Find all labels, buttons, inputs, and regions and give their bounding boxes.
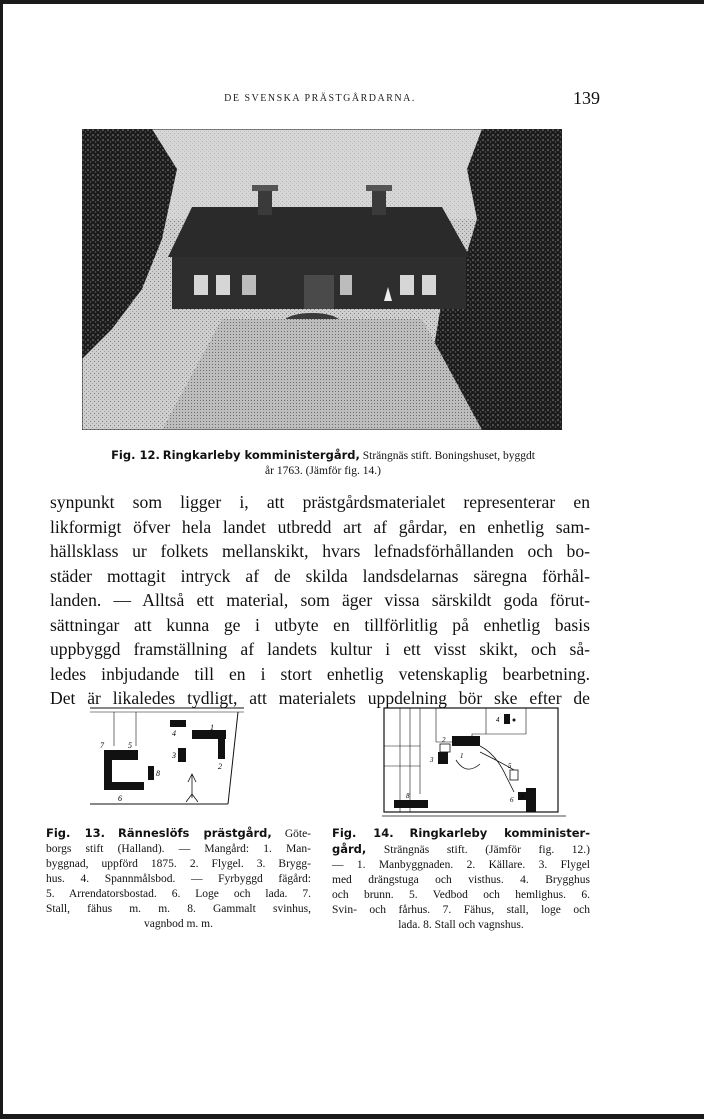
body-line: hällsklass ur folkets mellanskikt, hvars lefnadsförhållanden och bo-	[50, 541, 590, 561]
figure-13-title: Ränneslöfs prästgård,	[118, 826, 272, 840]
body-line: uppbyggd framställning af landets kultur i ett visst skikt, och så-	[50, 639, 590, 659]
figure-14-caption-line	[332, 826, 590, 842]
figure-14-caption	[332, 826, 590, 933]
figure-14-label: Fig. 14.	[332, 826, 394, 840]
plan14-label-5: 5	[508, 762, 512, 770]
plan14-label-4: 4	[496, 716, 500, 724]
plan13-farmyard-5-6-7	[104, 750, 144, 790]
figure-14-caption-line: Svin- och fårhus. 7. Fähus, stall, loge och	[332, 904, 590, 916]
figure-14-caption-line: med drängstuga och visthus. 4. Brygghus	[332, 874, 590, 886]
figure-13-caption-line	[46, 826, 311, 842]
plan13-building-1	[192, 730, 226, 739]
figure-13-caption-line: borgs stift (Halland). — Mangård: 1. Man-	[46, 843, 311, 855]
plan13-label-4: 4	[172, 729, 176, 738]
body-line: sättningar att kunna ge i utbyte en tillförlitlig på enhetlig basis	[50, 614, 590, 635]
figure-14-caption-line: lada. 8. Stall och vagnshus.	[398, 919, 524, 931]
figure-13-caption-text: Göte-	[284, 828, 312, 840]
plan14-building-3	[438, 752, 448, 764]
window	[340, 275, 352, 295]
body-line: städer mottagit intryck af de skilda landsdelarnas säregna förhål-	[50, 565, 590, 586]
figure-14-caption-text: Strängnäs stift. (Jämför fig. 12.)	[383, 844, 590, 856]
plan13-label-8: 8	[156, 769, 160, 778]
figure-13-site-plan	[86, 706, 248, 818]
figure-12-title: Ringkarleby komministergård,	[162, 448, 360, 462]
figure-13-caption-line: byggnad, uppförd 1875. 2. Flygel. 3. Brygg-	[46, 858, 311, 870]
plan13-label-2: 2	[218, 762, 222, 771]
figure-14-caption-line: — 1. Manbyggnaden. 2. Källare. 3. Flygel	[332, 859, 590, 871]
scan-edge-left	[0, 0, 3, 1119]
figure-14-caption-line	[332, 842, 590, 858]
body-line: landen. — Alltså ett material, som äger vissa särskildt goda förut-	[50, 590, 590, 610]
plan14-building-7	[526, 788, 536, 812]
figure-14-title: Ringkarleby komminister-	[409, 826, 591, 840]
plan14-building-2	[440, 744, 450, 752]
body-line: Det är likaledes tydligt, att materialets uppdelning bör ske efter de	[50, 688, 590, 708]
plan14-building-8	[394, 800, 428, 808]
plan14-label-7: 7	[520, 794, 524, 802]
plan13-label-3: 3	[172, 751, 176, 760]
body-line: likformigt öfver hela landet utbredd art af gårdar, en enhetlig sam-	[50, 516, 590, 537]
figure-12-caption	[78, 448, 568, 479]
body-paragraph	[50, 490, 590, 711]
window	[422, 275, 436, 295]
porch	[304, 275, 334, 309]
plan14-building-4	[504, 714, 510, 724]
plan14-building-5	[510, 770, 518, 780]
page-number: 139	[573, 88, 600, 108]
body-line: synpunkt som ligger i, att prästgårdsmaterialet representerar en	[50, 492, 590, 512]
chimney-right	[372, 189, 386, 215]
plan14-label-3: 3	[430, 756, 434, 764]
plan14-label-2: 2	[442, 736, 446, 744]
plan13-building-4	[170, 720, 186, 727]
body-line: ledes inbjudande till en i stort enhetlig vetenskaplig bearbetning.	[50, 663, 590, 684]
figure-13-label: Fig. 13.	[46, 826, 105, 840]
plan13-label-7: 7	[100, 741, 104, 750]
figure-12-caption-line2: år 1763. (Jämför fig. 14.)	[265, 465, 381, 477]
plan13-label-1: 1	[210, 723, 214, 732]
figure-13-caption-line: vagnbod m. m.	[144, 918, 213, 930]
scan-edge-top	[0, 0, 704, 4]
figure-13-caption-line: 5. Arrendatorsbostad. 6. Loge och lada. 7.	[46, 888, 311, 900]
plan13-label-6: 6	[118, 794, 122, 803]
window	[216, 275, 230, 295]
figure-14-title-cont: gård,	[332, 842, 367, 856]
figure-13-caption-line: hus. 4. Spannmålsbod. — Fyrbyggd fägård:	[46, 873, 311, 885]
plan14-label-8: 8	[406, 792, 410, 800]
chimney-left	[258, 189, 272, 215]
plan13-label-5: 5	[128, 741, 132, 750]
figure-12-caption-line1: Strängnäs stift. Boningshuset, byggdt	[362, 450, 535, 462]
plan14-label-6: 6	[510, 796, 514, 804]
window	[400, 275, 414, 295]
figure-13-caption-line: Stall, fähus m. m. 8. Gammalt svinhus,	[46, 903, 311, 915]
plan13-building-8	[148, 766, 154, 780]
figure-14-caption-line: och brunn. 5. Vedbod och hemlighus. 6.	[332, 889, 590, 901]
window	[242, 275, 256, 295]
roof	[168, 207, 470, 257]
figure-13-caption	[46, 826, 311, 932]
plan14-label-1: 1	[460, 752, 464, 760]
figure-12-label: Fig. 12.	[111, 448, 160, 462]
plan14-building-1	[452, 736, 480, 746]
parsonage-photo	[82, 129, 562, 430]
scan-edge-bottom	[0, 1114, 704, 1119]
plan13-building-3	[178, 748, 186, 762]
window	[194, 275, 208, 295]
figure-14-site-plan	[376, 704, 574, 822]
running-head: DE SVENSKA PRÄSTGÅRDARNA.	[224, 93, 416, 104]
plan13-building-2	[218, 739, 225, 759]
